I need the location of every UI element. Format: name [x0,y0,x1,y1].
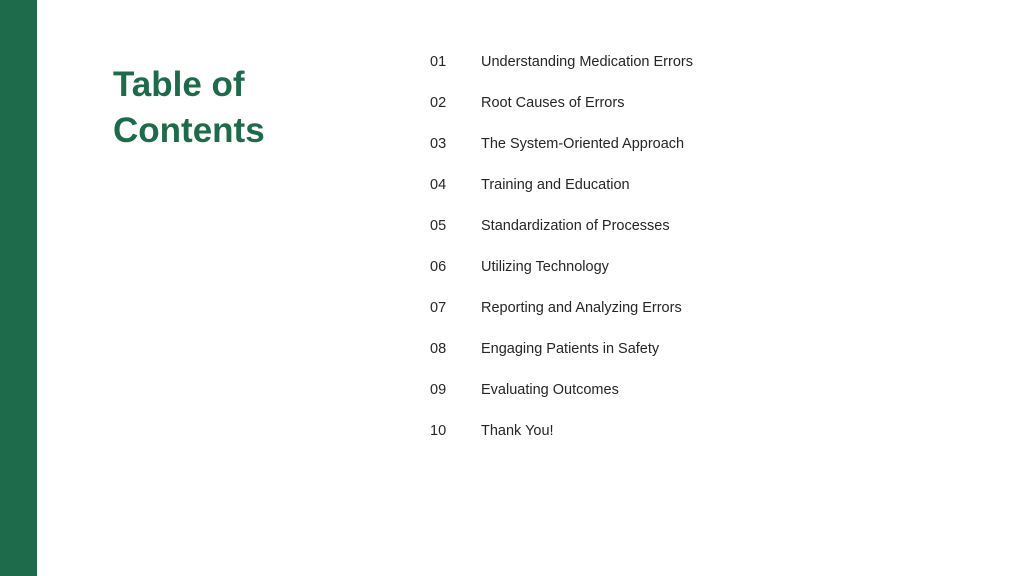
toc-item [430,41,990,82]
toc-item-number: 02 [430,94,447,111]
toc-item [430,246,990,287]
toc-item-label: Reporting and Analyzing Errors [481,299,682,316]
toc-item-label: Engaging Patients in Safety [481,340,660,357]
toc-item-label: Standardization of Processes [481,217,670,234]
slide-title: Table of Contents [113,65,265,150]
toc-item-number: 03 [430,135,447,152]
toc-item-label: Understanding Medication Errors [481,53,693,70]
toc-item-number: 05 [430,217,447,234]
toc-item-number: 10 [430,422,447,439]
toc-item-number: 07 [430,299,447,316]
accent-side-bar [0,0,37,576]
toc-item [430,164,990,205]
toc-item-label: The System-Oriented Approach [481,135,685,152]
toc-item [430,287,990,328]
toc-item-number: 09 [430,381,447,398]
toc-item [430,410,990,451]
toc-item-label: Thank You! [481,422,554,439]
toc-item-number: 04 [430,176,447,193]
toc-item-number: 06 [430,258,447,275]
toc-item-label: Root Causes of Errors [481,94,625,111]
toc-item-label: Utilizing Technology [481,258,609,275]
toc-item-label: Evaluating Outcomes [481,381,619,398]
toc-item-number: 01 [430,53,447,70]
table-of-contents-list [430,41,990,451]
toc-item-number: 08 [430,340,447,357]
toc-item [430,328,990,369]
toc-item [430,205,990,246]
toc-item [430,369,990,410]
toc-item [430,123,990,164]
toc-item [430,82,990,123]
toc-item-label: Training and Education [481,176,630,193]
